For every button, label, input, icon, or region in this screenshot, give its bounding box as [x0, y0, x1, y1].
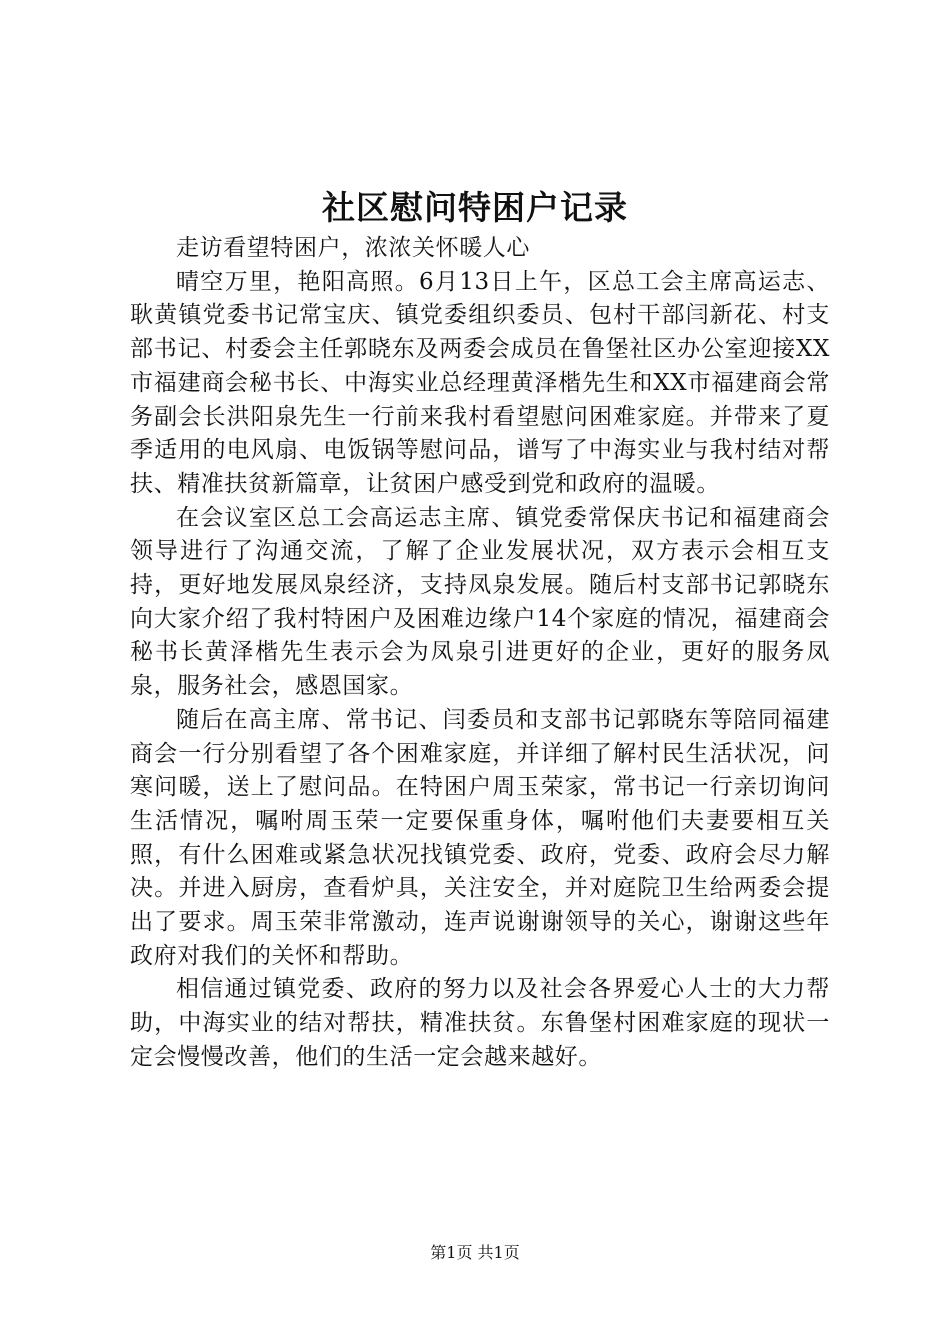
paragraph-4: 相信通过镇党委、政府的努力以及社会各界爱心人士的大力帮助，中海实业的结对帮扶，精准扶贫。东鲁堡村困难家庭的现状一定会慢慢改善，他们的生活一定会越来越好。	[130, 976, 830, 1070]
paragraph-subtitle: 走访看望特困户，浓浓关怀暖人心	[176, 235, 530, 261]
paragraph-1: 晴空万里，艳阳高照。6月13日上午，区总工会主席高运志、耿黄镇党委书记常宝庆、镇党委组织委员、包村干部闫新花、村支部书记、村委会主任郭晓东及两委会成员在鲁堡社区办公室迎接XX市福建商会秘书长、中海实业总经理黄泽楷先生和XX市福建商会常务副会长洪阳泉先生一行前来我村看望慰问困难家庭。并带来了夏季适用的电风扇、电饭锅等慰问品，谱写了中海实业与我村结对帮扶、精准扶贫新篇章，让贫困户感受到党和政府的温暖。	[130, 268, 830, 497]
page-footer: 第1页 共1页	[430, 1243, 520, 1262]
paragraph-3: 随后在高主席、常书记、闫委员和支部书记郭晓东等陪同福建商会一行分别看望了各个困难家庭，并详细了解村民生活状况，问寒问暖，送上了慰问品。在特困户周玉荣家，常书记一行亲切询问生活情况，嘱咐周玉荣一定要保重身体，嘱咐他们夫妻要相互关照，有什么困难或紧急状况找镇党委、政府，党委、政府会尽力解决。并进入厨房，查看炉具，关注安全，并对庭院卫生给两委会提出了要求。周玉荣非常激动，连声说谢谢领导的关心，谢谢这些年政府对我们的关怀和帮助。	[130, 706, 830, 969]
document-body	[130, 232, 830, 1075]
document-title: 社区慰问特困户记录	[322, 188, 628, 227]
paragraph-2: 在会议室区总工会高运志主席、镇党委常保庆书记和福建商会领导进行了沟通交流，了解了企业发展状况，双方表示会相互支持，更好地发展凤泉经济，支持凤泉发展。随后村支部书记郭晓东向大家介绍了我村特困户及困难边缘户14个家庭的情况，福建商会秘书长黄泽楷先生表示会为凤泉引进更好的企业，更好的服务凤泉，服务社会，感恩国家。	[130, 504, 830, 700]
